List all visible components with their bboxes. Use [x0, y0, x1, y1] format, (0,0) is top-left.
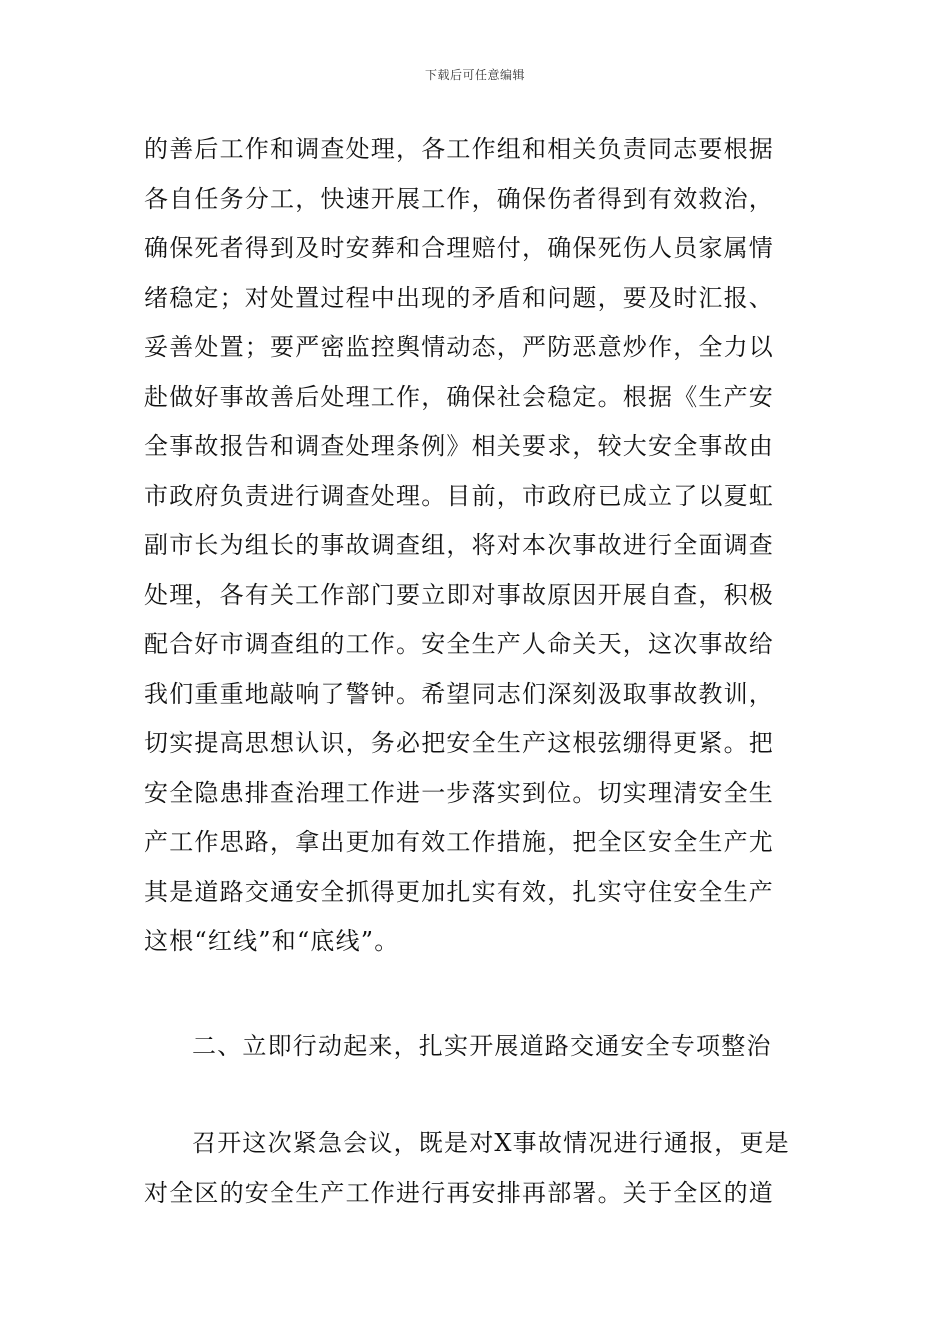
text-line: 绪稳定；对处置过程中出现的矛盾和问题，要及时汇报、 [144, 283, 774, 312]
text-line: 处理，各有关工作部门要立即对事故原因开展自查，积极 [144, 580, 774, 609]
text-line: 赴做好事故善后处理工作，确保社会稳定。根据《生产安 [144, 382, 774, 411]
text-line: 市政府负责进行调查处理。目前，市政府已成立了以夏虹 [144, 481, 774, 510]
text-line: 的善后工作和调查处理，各工作组和相关负责同志要根据 [144, 135, 774, 163]
text-line: 安全隐患排查治理工作进一步落实到位。切实理清安全生 [144, 778, 774, 807]
text-line: 产工作思路，拿出更加有效工作措施，把全区安全生产尤 [144, 828, 774, 856]
section-heading: 二、立即行动起来，扎实开展道路交通安全专项整治 [192, 1032, 772, 1060]
text-line: 其是道路交通安全抓得更加扎实有效，扎实守住安全生产 [144, 877, 774, 906]
paragraph-aftermath [144, 125, 814, 967]
text-line: 全事故报告和调查处理条例》相关要求，较大安全事故由 [144, 432, 774, 460]
text-line: 对全区的安全生产工作进行再安排再部署。关于全区的道 [144, 1178, 774, 1207]
text-line: 各自任务分工，快速开展工作，确保伤者得到有效救治， [144, 184, 774, 213]
text-line: 妥善处置；要严密监控舆情动态，严防恶意炒作，全力以 [144, 333, 774, 361]
text-line: 切实提高思想认识，务必把安全生产这根弦绷得更紧。把 [144, 729, 774, 757]
text-line: 配合好市调查组的工作。安全生产人命关天，这次事故给 [144, 630, 774, 658]
text-line: 副市长为组长的事故调查组，将对本次事故进行全面调查 [144, 531, 774, 559]
text-line: 召开这次紧急会议，既是对X事故情况进行通报，更是 [192, 1129, 790, 1157]
text-line: 确保死者得到及时安葬和合理赔付，确保死伤人员家属情 [144, 234, 774, 262]
page-header: 下载后可任意编辑 [424, 68, 525, 82]
text-line: 我们重重地敲响了警钟。希望同志们深刻汲取事故教训， [144, 679, 774, 708]
text-line: 这根“红线”和“底线”。 [144, 927, 400, 955]
paragraph-meeting [144, 1119, 814, 1218]
